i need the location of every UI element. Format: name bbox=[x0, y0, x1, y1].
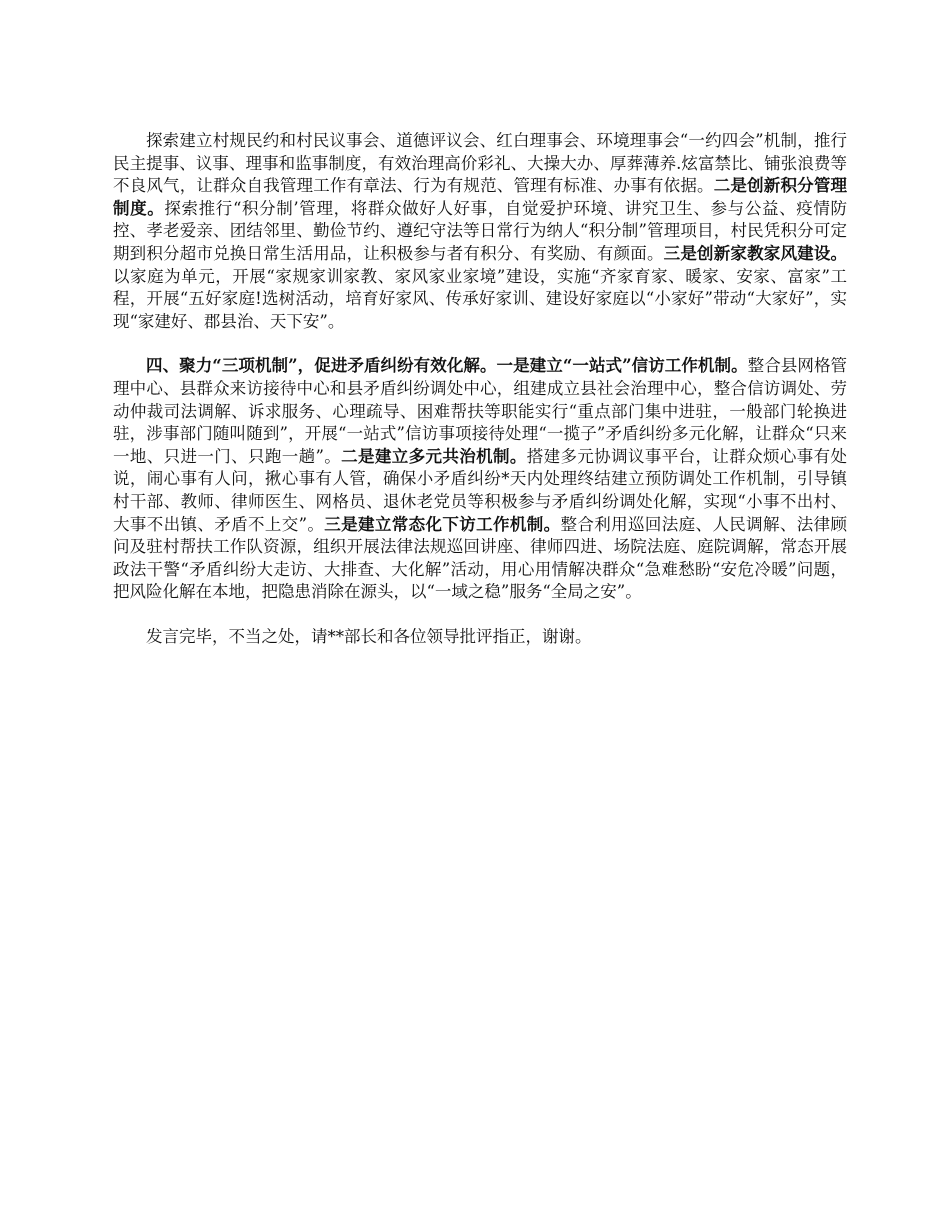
text-segment: 搭建多元协调议事平台，让群众烦心事有处说，闹心事有人问，揪心事有人管，确保小矛盾纠纷*天内处理终结建立预防调处工作机制，引导镇村干部、教师、律师医生、网格员、退休老党员等积极参与矛盾纠纷调处化解，实现“小事不出村、大事不出镇、矛盾不上交”。 bbox=[113, 446, 848, 534]
bold-heading-multi-governance: 二是建立多元共治机制。 bbox=[341, 446, 527, 466]
paragraph-dispute-resolution bbox=[113, 355, 847, 604]
bold-heading-section-four: 四、聚力“三项机制”，促进矛盾纠纷有效化解。一是建立“一站式”信访工作机制。 bbox=[146, 356, 748, 376]
text-segment: 探索建立村规民约和村民议事会、道德评议会、红白理事会、环境理事会“一约四会”机制，推行民主提事、议事、理事和监事制度，有效治理高价彩礼、大操大办、厚葬薄养.炫富禁比、铺张浪费等不良风气，让群众自我管理工作有章法、行为有规范、管理有标准、办事有依据。 bbox=[113, 131, 847, 196]
paragraph-rural-governance bbox=[113, 130, 847, 333]
text-segment: 以家庭为单元，开展“家规家训家教、家风家业家境”建设，实施“齐家育家、暖家、安家、富家”工程，开展“五好家庭!选树活动，培育好家风、传承好家训、建设好家庭以“小家好”带动“大家好”，实现“家建好、郡县治、天下安”。 bbox=[113, 266, 847, 331]
bold-heading-regular-visits: 三是建立常态化下访工作机制。 bbox=[324, 514, 561, 534]
paragraph-closing bbox=[113, 626, 847, 649]
text-segment: 整合利用巡回法庭、人民调解、法律顾问及驻村帮扶工作队资源，组织开展法律法规巡回讲座、律师四进、场院法庭、庭院调解，常态开展政法干警“矛盾纠纷大走访、大排查、大化解”活动，用心用情解决群众“急难愁盼“安危冷暖”问题，把风险化解在本地，把隐患消除在源头，以“一域之稳”服务“全局之安”。 bbox=[113, 514, 848, 602]
text-segment: 发言完毕，不当之处，请**部长和各位领导批评指正，谢谢。 bbox=[146, 626, 592, 646]
text-segment: 整合县网格管理中心、县群众来访接待中心和县矛盾纠纷调处中心，组建成立县社会治理中心，整合信访调处、劳动仲裁司法调解、诉求服务、心理疏导、困难帮扶等职能实行“重点部门集中进驻，一般部门轮换进驻，涉事部门随叫随到”，开展“一站式”信访事项接待处理“一揽子”矛盾纠纷多元化解，让群众“只来一地、只进一门、只跑一趟”。 bbox=[113, 356, 848, 466]
text-segment: 探索推行“积分制’管理，将群众做好人好事，自觉爱护环境、讲究卫生、参与公益、疫情防控、孝老爱亲、团结邻里、勤俭节约、遵纪守法等日常行为纳人“积分制”管理项目，村民凭积分可定期到积分超市兑换日常生活用品，让积极参与者有积分、有奖励、有颜面。 bbox=[113, 198, 847, 263]
bold-heading-points-system: 二是创新积分管理制度。 bbox=[113, 176, 848, 218]
bold-heading-family-tradition: 三是创新家教家风建设。 bbox=[663, 243, 848, 263]
document-page bbox=[113, 130, 847, 648]
